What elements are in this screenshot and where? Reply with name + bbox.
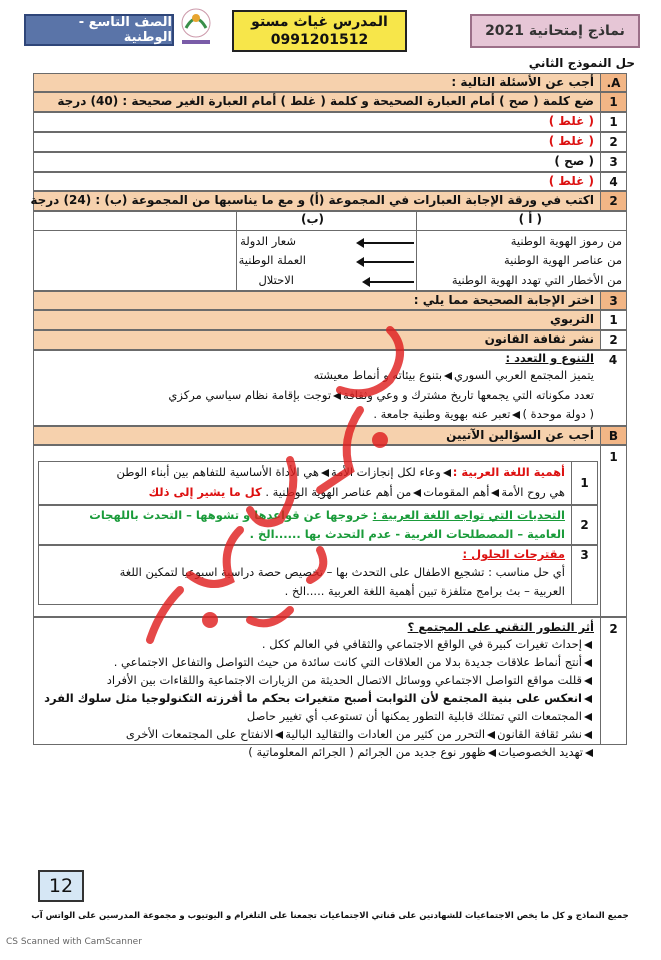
q4-line: ( دولة موحدة )تعبر عنه بهوية وطنية جامعة . [373,407,594,421]
q3-text: اختر الإجابة الصحيحة مما يلي : [413,293,594,307]
part-line: أي حل مناسب : تشجيع الاطفال على التحدث بها – تخصيص حصة دراسية اسبوعيا لتمكين اللغة [119,565,565,579]
match-arrow [368,281,414,283]
q1-item-num: 4 [600,173,626,190]
q1-item-answer: ( صح ) [554,154,594,168]
scanner-watermark: CS Scanned with CamScanner [6,937,142,947]
b-q2-block [33,617,627,745]
match-right-text: العملة الوطنية [238,253,306,267]
section-b-label: B [600,427,626,444]
grade-badge: الصف التاسع - الوطنية [24,14,174,46]
column-b-header: (ب) [300,212,324,226]
match-arrow [362,242,414,244]
q4-block [33,350,627,426]
section-a-label: A. [600,74,626,91]
b-q2-line: انعكس على بنية المجتمع لأن الثوابت أصبح متغيرات بحكم ما أفرزته التكنولوجيا مثل سلوك الفرد [44,691,594,705]
match-right-text: شعار الدولة [240,234,296,248]
column-a [416,212,626,290]
q3-answer-row [33,310,627,330]
b-q2-title: أثر التطور التقني على المجتمع ؟ [407,620,594,634]
q3-answer-row [33,330,627,350]
q3-answer-text: التربوي [549,312,594,326]
b-q1-part-1 [38,461,598,505]
column-b [236,212,416,290]
match-right-text: الاحتلال [258,273,294,287]
part-num: 3 [571,546,597,604]
q1-item-answer: ( غلط ) [548,174,594,188]
part-num: 1 [571,462,597,504]
part-line: العامية – المصطلحات الغربية - عدم التحدث بها ......الخ . [249,527,565,541]
divider [34,230,626,231]
q1-item-num: 2 [600,133,626,151]
column-a-header: ( أ ) [518,212,542,226]
q4-title: التنوع و التعدد : [505,351,594,365]
match-left-text: من الأخطار التي تهدد الهوية الوطنية [451,273,622,287]
q2-text: اكتب في ورقة الإجابة العبارات في المجموعة (أ) و مع ما يناسبها من المجموعة (ب) : (24) درجة [30,193,594,207]
b-q2-line: قللت مواقع التواصل الاجتماعي ووسائل الاتصال الحديثة من الزيارات الاجتماعية واللقاءات بين الأفراد [107,673,594,687]
match-left-text: من عناصر الهوية الوطنية [503,253,622,267]
teacher-name: المدرس غياث مستو [251,14,388,30]
q1-text: ضع كلمة ( صح ) أمام العبارة الصحيحة و كلمة ( غلط ) أمام العبارة الغير صحيحة : (40) درجة [57,94,594,108]
q4-num: 4 [608,353,618,367]
b-q2-line: نشر ثقافة القانونالتحرر من كثير من العادات والتقاليد الباليةالانفتاح على المجتمعات الأخرى [126,727,594,741]
q1-item-answer: ( غلط ) [548,134,594,148]
q4-line: تعدد مكوناته التي يجمعها تاريخ مشترك و وعي وثقافةتوجت بإقامة نظام سياسي مركزي [168,388,594,402]
footer-note: جميع النماذج و كل ما يخص الاجتماعيات للشهادتين على قناتي الاجتماعيات تجمعنا على التلغرام و اليوتيوب و مجموعة المدرسين على الواتس آب [31,911,629,921]
section-a-heading: أجب عن الأسئلة التالية : [451,75,594,89]
q1-item-answer: ( غلط ) [548,114,594,128]
b-q1-part-3 [38,545,598,605]
q4-line: يتميز المجتمع العربي السوريبتنوع بيئاته و أنماط معيشته [313,368,594,382]
part-title: مقترحات الحلول : [462,547,565,561]
b-q2-num: 2 [600,618,626,744]
b-q2-line: إحداث تغيرات كبيرة في الواقع الاجتماعي والثقافي في العالم ككل . [262,637,594,651]
q3-answer-num: 1 [600,311,626,329]
q2-row [30,191,627,211]
school-logo-icon [176,6,216,48]
b-q2-last-line: تهديد الخصوصياتظهور نوع جديد من الجرائم ( الجرائم المعلوماتية ) [248,745,595,759]
q3-answer-text: نشر ثقافة القانون [484,332,594,346]
b-q1-num: 1 [600,446,626,616]
q1-item-num: 3 [600,153,626,171]
b-q2-line: أنتج أنماط علاقات جديدة بدلا من العلاقات التي كانت سائدة من حيث التواصل والتفاعل الاجتماعي . [114,655,594,669]
exam-title: نماذج إمتحانية 2021 [470,14,640,48]
q1-num: 1 [600,93,626,111]
q3-row [33,291,627,310]
q1-item-num: 1 [600,113,626,131]
section-b-heading: أجب عن السؤالين الآتيين [446,428,594,442]
part-line: العربية – بث برامج متلفزة تبين أهمية اللغة العربية .....الخ . [284,584,565,598]
section-b-heading-row [33,426,627,445]
match-left-text: من رموز الهوية الوطنية [510,234,622,248]
page-number: 12 [38,870,84,902]
q1-item-row [33,152,627,172]
q3-answer-num: 2 [600,331,626,349]
part-line: هي روح الأمةأهم المقوماتمن أهم عناصر الهوية الوطنية . كل ما يشير إلى ذلك [148,485,565,499]
b-q1-part-2 [38,505,598,545]
part-line: التحديات التي تواجه اللغة العربية : خروجها عن قواعدها و تشوهها – التحدث باللهجات [89,508,565,522]
q1-item-row [33,132,627,152]
match-arrow [362,261,414,263]
q1-item-row [33,172,627,191]
matching-block [33,211,627,291]
q1-item-row [33,112,627,132]
part-num: 2 [571,506,597,544]
teacher-phone: 0991201512 [270,32,369,48]
b-q2-line: المجتمعات التي تمتلك قابلية التطور يمكنها أن تستوعب أي تغيير حاصل [247,709,594,723]
q1-row [33,92,627,112]
part-line: أهمية اللغة العربية :وعاء لكل إنجازات الأمةهي الأداة الأساسية للتفاهم بين أبناء الوطن [116,465,565,479]
section-a-heading-row [33,73,627,92]
q3-num: 3 [600,292,626,309]
model-title: حل النموذج الثاني [528,56,635,70]
teacher-box [232,10,407,52]
q2-num: 2 [600,192,626,210]
